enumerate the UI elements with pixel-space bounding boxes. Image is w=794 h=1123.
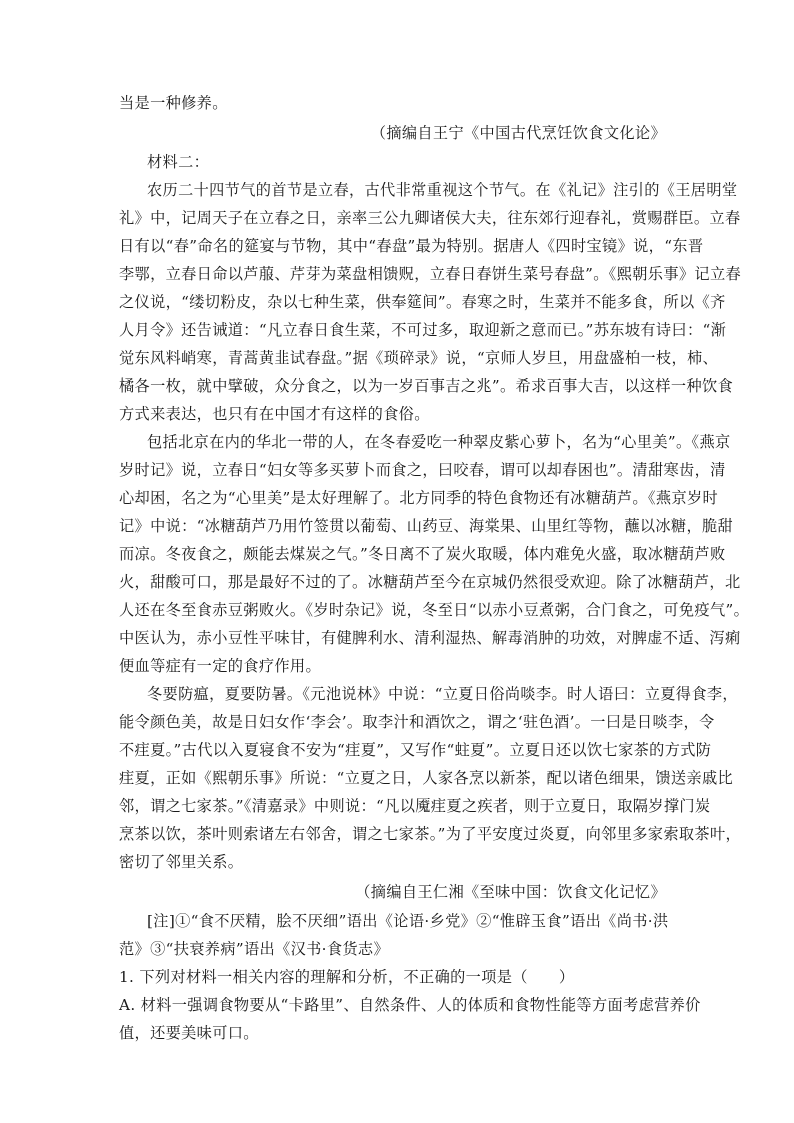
paragraph-line: 密切了邻里关系。: [119, 853, 244, 871]
paragraph-line: 冬要防瘟，夏要防暑。《元池说林》中说：“立夏日俗尚啖李。时人语曰：立夏得食李，: [147, 685, 738, 703]
paragraph-line: 人月令》还告诫道：“凡立春日食生菜，不可过多，取迎新之意而已。”苏东坡有诗曰：“渐: [119, 321, 727, 339]
paragraph-line: 觉东风料峭寒，青蒿黄韭试春盘。”据《琐碎录》说，“京师人岁旦，用盘盛柏一枝，柿、: [119, 349, 719, 367]
paragraph-line: 之仪说，“缕切粉皮，杂以七种生菜，供奉筵间”。春寒之时，生菜并不能多食，所以《齐: [119, 293, 726, 311]
source-citation: （摘编自王宁《中国古代烹饪饮食文化论》: [370, 124, 666, 142]
paragraph-line: 邻，谓之七家茶。”《清嘉录》中则说：“凡以魇疰夏之疾者，则于立夏日，取隔岁撑门炭: [119, 797, 711, 815]
paragraph-line: 岁时记》说，立春日“妇女等多买萝卜而食之，曰咬春，谓可以却春困也”。清甜寒齿，清: [119, 461, 726, 479]
paragraph-line: 礼》中，记周天子在立春之日，亲率三公九卿诸侯大夫，往东郊行迎春礼，赏赐群臣。立春: [119, 209, 741, 227]
source-citation: （摘编自王仁湘《至味中国：饮食文化记忆》: [355, 883, 666, 901]
paragraph-line: 包括北京在内的华北一带的人，在冬春爱吃一种翠皮紫心萝卜，名为“心里美”。《燕京: [147, 433, 731, 451]
paragraph-line: 日有以“春”命名的筵宴与节物，其中“春盘”最为特别。据唐人《四时宝镜》说，“东晋: [119, 237, 704, 255]
paragraph-line: 农历二十四节气的首节是立春，古代非常重视这个节气。在《礼记》注引的《王居明堂: [147, 181, 738, 199]
paragraph-line: 橘各一枚，就中擘破，众分食之，以为一岁百事吉之兆”。希求百事大吉，以这样一种饮食: [119, 377, 734, 395]
section-heading: 材料二：: [147, 153, 210, 171]
paragraph-line: 而凉。冬夜食之，颇能去煤炭之气。”冬日离不了炭火取暖，体内难免火盛，取冰糖葫芦败: [119, 545, 726, 563]
text-line: 当是一种修养。: [119, 94, 228, 112]
paragraph-line: 烹茶以饮，茶叶则索诸左右邻舍，谓之七家茶。”为了平安度过炎夏，向邻里多家索取茶叶，: [119, 825, 742, 843]
footnote-line: 范》③“扶衰养病”语出《汉书·食货志》: [119, 940, 390, 958]
paragraph-line: 中医认为，赤小豆性平味甘，有健脾利水、清利湿热、解毒消肿的功效，对脾虚不适、泻痢: [119, 629, 741, 647]
paragraph-line: 疰夏，正如《熙朝乐事》所说：“立夏之日，人家各烹以新茶，配以诸色细果，馈送亲戚比: [119, 769, 734, 787]
paragraph-line: 李鄂，立春日命以芦菔、芹芽为菜盘相馈贶，立春日春饼生菜号春盘”。《熙朝乐事》记立春: [119, 265, 742, 283]
paragraph-line: 方式来表达，也只有在中国才有这样的食俗。: [119, 405, 430, 423]
footnote-line: [注]①“食不厌精，脍不厌细”语出《论语·乡党》②“惟辟玉食”语出《尚书·洪: [147, 912, 669, 930]
paragraph-line: 便血等症有一定的食疗作用。: [119, 657, 321, 675]
option-a-continued: 值，还要美味可口。: [119, 1024, 259, 1042]
paragraph-line: 人还在冬至食赤豆粥败火。《岁时杂记》说，冬至日“以赤小豆煮粥，合门食之，可免疫气”。: [119, 601, 750, 619]
paragraph-line: 心却困，名之为“心里美”是太好理解了。北方同季的特色食物还有冰糖葫芦。《燕京岁时: [119, 489, 719, 507]
paragraph-line: 不疰夏。”古代以入夏寝食不安为“疰夏”，又写作“蛀夏”。立夏日还以饮七家茶的方式防: [119, 741, 712, 759]
paragraph-line: 火，甜酸可口，那是最好不过的了。冰糖葫芦至今在京城仍然很受欢迎。除了冰糖葫芦，北: [119, 573, 741, 591]
paragraph-line: 能令颜色美，故是日妇女作‘李会’。取李汁和酒饮之，谓之‘驻色酒’。一曰是日啖李，令: [119, 713, 715, 731]
question-stem: 1. 下列对材料一相关内容的理解和分析，不正确的一项是（ ）: [119, 968, 575, 986]
option-a: A. 材料一强调食物要从“卡路里”、自然条件、人的体质和食物性能等方面考虑营养价: [119, 996, 701, 1014]
paragraph-line: 记》中说：“冰糖葫芦乃用竹签贯以葡萄、山药豆、海棠果、山里红等物，蘸以冰糖，脆甜: [119, 517, 734, 535]
